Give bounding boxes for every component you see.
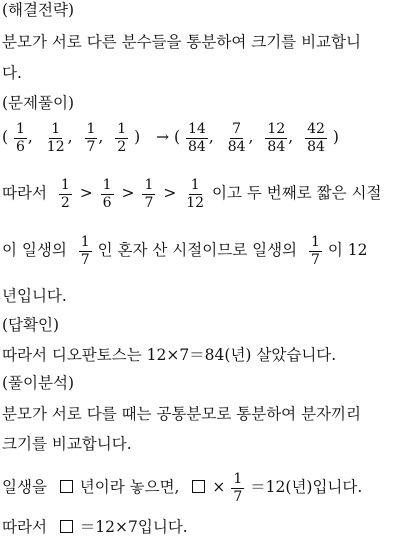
analysis-text-line2: 크기를 비교합니다. xyxy=(2,435,132,453)
analysis-equation-line xyxy=(2,472,362,504)
compare-fraction: $\frac{1}{6}$ xyxy=(102,177,112,211)
life-fraction-line xyxy=(2,235,367,267)
close-paren: ) xyxy=(332,128,339,147)
equation-fraction: $\frac{1}{7}$ xyxy=(233,471,243,505)
greater-than: > xyxy=(79,184,93,203)
greater-than: > xyxy=(121,184,135,203)
life-suffix: 이 12 xyxy=(327,241,368,260)
arrow-symbol: → ( xyxy=(156,128,181,147)
blank-box xyxy=(60,520,73,533)
fraction-before: $\frac{1}{12}$ xyxy=(46,121,65,155)
fraction-after: $\frac{12}{84}$ xyxy=(267,121,286,155)
analysis-text-line1: 분모가 서로 다를 때는 공통분모로 통분하여 분자끼리 xyxy=(2,405,361,423)
comparison-line xyxy=(2,178,381,210)
section-header-answer: (답확인) xyxy=(2,316,60,334)
strategy-text-line2: 다. xyxy=(2,64,22,82)
section-header-strategy: (해결전략) xyxy=(2,1,74,19)
section-header-analysis: (풀이분석) xyxy=(2,374,74,392)
final-prefix: 따라서 xyxy=(2,518,47,536)
final-suffix: ＝12×7입니다. xyxy=(79,518,188,536)
fraction-before: $\frac{1}{6}$ xyxy=(16,121,25,155)
times-symbol: × xyxy=(212,478,226,497)
fraction-after: $\frac{14}{84}$ xyxy=(188,121,206,155)
close-paren: ) xyxy=(134,128,141,147)
life-middle: 인 혼자 산 시절이므로 일생의 xyxy=(97,241,298,260)
section-header-problem: (문제풀이) xyxy=(2,94,74,112)
analysis-final-line xyxy=(2,520,188,536)
open-paren: ( xyxy=(2,128,9,147)
equation-prefix: 일생을 xyxy=(2,478,47,497)
answer-line: 따라서 디오판토스는 12×7＝84(년) 살았습니다. xyxy=(2,346,337,364)
equation-middle: 년이라 놓으면, xyxy=(79,478,180,497)
strategy-text-line1: 분모가 서로 다른 분수들을 통분하여 크기를 비교합니 xyxy=(2,33,361,51)
life-prefix: 이 일생의 xyxy=(2,241,67,260)
comparison-suffix: 이고 두 번째로 짧은 시절 xyxy=(212,184,382,203)
fraction-before: $\frac{1}{2}$ xyxy=(117,121,127,155)
life-fraction: $\frac{1}{7}$ xyxy=(310,234,320,268)
fraction-after: $\frac{7}{84}$ xyxy=(227,121,246,155)
blank-box xyxy=(192,480,205,493)
blank-box xyxy=(60,480,73,493)
fraction-before: $\frac{1}{7}$ xyxy=(86,121,96,155)
comparison-prefix: 따라서 xyxy=(2,184,47,203)
greater-than: > xyxy=(163,184,177,203)
compare-fraction: $\frac{1}{2}$ xyxy=(60,177,70,211)
equation-suffix: ＝12(년)입니다. xyxy=(250,478,363,497)
fraction-after: $\frac{42}{84}$ xyxy=(307,121,325,155)
life-end-line: 년입니다. xyxy=(2,287,67,305)
life-fraction: $\frac{1}{7}$ xyxy=(80,234,90,268)
compare-fraction: $\frac{1}{12}$ xyxy=(186,177,205,211)
compare-fraction: $\frac{1}{7}$ xyxy=(144,177,154,211)
fraction-conversion-line: ( $\frac{1}{6}$ , $\frac{1}{12}$ , $\frac{1}{7}$ , $\frac{1}{2}$ ) → ( $\frac{14}{84}$ , $\frac{7}{84}$ , $\frac{12}{84}$ , $\frac{42}{84}$ ) xyxy=(2,121,339,155)
